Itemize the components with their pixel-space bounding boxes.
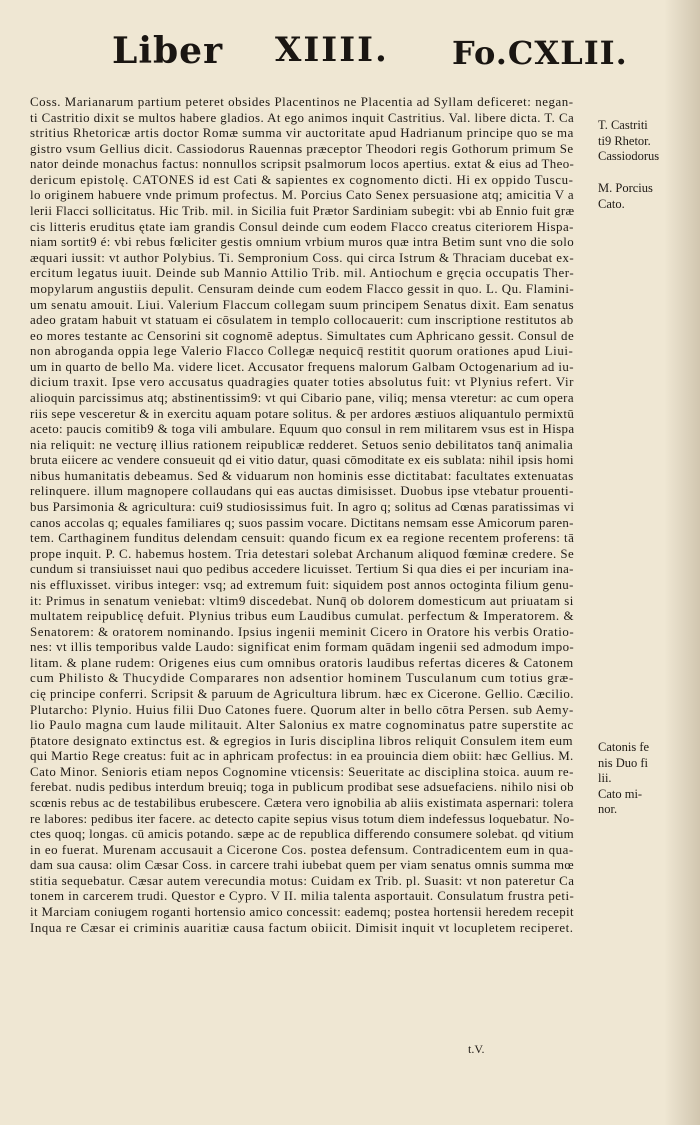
text-line: canos accolas q; equales familiares q; suos passim vocare. Dictitans nemsam esse Amicorum paren- — [30, 515, 574, 530]
text-line: ferebat. nudis pedibus interdum breuiq; toga in publicum prodibat sese adsuefaciens. nihilo nisi ob — [30, 780, 574, 795]
text-line: bruta eiicere ac vendere consueuit qd ei vitio datur, quasi cōmoditate ex eis sublata: nihil ipsis homi — [30, 453, 574, 468]
text-line: niam sortit9 é: vbi rebus fœliciter gestis omnium vrbium muros quæ intra Betim sunt vno die solo — [30, 235, 574, 250]
text-line: dericum epistolę. CATONES id est Cati & sapientes ex cognomento dicti. Hi ex oppido Tuscu- — [30, 172, 574, 187]
text-line: lio Paulo magna cum laude militauit. Alter Salonius ex matre cognominatus patre superstite ac — [30, 718, 574, 733]
text-line: ercitum legatus iuuit. Deinde sub Mannio Attilio Trib. mil. Antiochum e gręcia occupatis Ther- — [30, 266, 574, 281]
margin-note-cato-minor — [598, 740, 674, 818]
text-line: nes: vt illis temporibus valde Laudo: significat enim formam quādam ingenii sed admodum impo- — [30, 640, 574, 655]
text-line: ctes quoq; longas. cū amicis potando. sæpe ac de republica differendo consumere solebat. qd vitium — [30, 827, 574, 842]
text-line: um in quarto de bello Ma. videre licet. Accusator frequens malorum Galbam Octogenarium ad iu- — [30, 359, 574, 374]
text-line: Cato Minor. Senioris etiam nepos Cognomine vticensis: Seueritate ac disciplina stoica. auum re- — [30, 764, 574, 779]
text-line: æquari iussit: vt author Polybius. Ti. Sempronium Coss. qui circa Istrum & Thraciam ducebat ex- — [30, 250, 574, 265]
text-line: p̄tatore designato extinctus est. & egregios in Iuris disciplina libros reliquit Consulem item eum — [30, 733, 574, 748]
text-line: nis effluxisset. viribus integer: vsq; ad extremum fuit: siquidem post annos octoginta filium genu- — [30, 577, 574, 592]
text-line: dicium traxit. Ipse vero accusatus quadragies quater toties absolutus fuit: vt Plynius refert. Vir — [30, 375, 574, 390]
text-line: bus Parsimonia & agricultura: cui9 studiosissimus fuit. In agro q; solitus ad Cœnas paratissimas vi — [30, 500, 574, 515]
text-line: stitia sequebatur. Cæsar autem verecundia motus: Cuidam ex Trib. pl. Suasit: vt non pateretur Ca — [30, 873, 574, 888]
margin-note-line: nor. — [598, 802, 618, 816]
text-line: re labores: pedibus iter facere. ac detecto capite sepius visus totum diem indefessus loquebatur. No- — [30, 811, 574, 826]
text-line: Plutarcho: Plynio. Huius filii Duo Catones fuere. Quorum alter in bello cōtra Persen. sub Aemy- — [30, 702, 574, 717]
margin-note-line: ti9 Rhetor. — [598, 133, 651, 148]
header-book-number: XIIII. — [275, 30, 389, 70]
text-line: stritius Rhetoricæ artis doctor Romæ summa vir auctoritate apud Hadrianum principe quo se ma — [30, 126, 574, 141]
text-line: qui Martio Rege creatus: fuit ac in aphricam profectus: in ea prouincia diem obiit: hæc Gellius. M. — [30, 749, 574, 764]
text-line: alioquin parcissimus atq; abstinentissim9: vt qui Cibario pane, viliq; mensa vteretur: ac cum opera — [30, 390, 574, 405]
text-line: cundum si transiuisset naui quo pedibus accedere licuisset. Tertium Si qua dies ei per incuriam ina- — [30, 562, 574, 577]
text-line: aceto: paucis comitib9 & toga vili ambulare. Equum quo consul in rem militarem vsus est in Hispa — [30, 422, 574, 437]
text-line: eo mores testante ac Censorini sit cognomē adeptus. Simultates cum Aphricano gessit. Consul de — [30, 328, 574, 343]
margin-note-line: Catonis fe — [598, 740, 650, 754]
text-line: cię principe conferri. Scripsit & paruum de Agricultura librum. hæc ex Cicerone. Gellio. Cæcilio. — [30, 686, 574, 701]
text-line: scœnis rebus ac de testabilibus erubescere. Cætera vero ignobilia ab aliis existimata aspernari: tolera — [30, 796, 574, 811]
text-line: relinquere. illum magnopere collaudans qui eas auctas dimisisset. Duobus ipse vtebatur prouenti- — [30, 484, 574, 499]
margin-note-line: M. Porcius — [598, 181, 653, 195]
text-line: riis sepe vesceretur & in exercitu aquam potare solitus. & per ardores æstiuos aliquantulo permixtū — [30, 406, 574, 421]
text-line: it: Primus in senatum veniebat: vltim9 discedebat. Nunq̄ ob dolorem domesticum aut priuatam si — [30, 593, 574, 608]
margin-note-castritius — [598, 118, 674, 165]
text-line: cum Philisto & Thucydide Comparares non adsentior hominem Tusculanum cum totius græ- — [30, 671, 574, 686]
text-line: Inqua re Cæsar ei criminis auaritiæ causa factum obiicit. Dimisit inquit vt locupletem reciperet. — [30, 920, 574, 935]
margin-note-line: T. Castriti — [598, 118, 648, 132]
margin-note-line: lii. — [598, 771, 612, 785]
text-line: it Marciam coniugem roganti hortensio amico concessit: eademq; postea hortensii heredem recepit — [30, 905, 574, 920]
text-line: tonem in carcerem trudi. Questor e Cypro. V II. milia talenta asportauit. Consulatum frustra peti- — [30, 889, 574, 904]
text-line: mopylarum angustiis depulit. Censuram deinde cum eodem Flacco gessit in quo. L. Qu. Flamini- — [30, 281, 574, 296]
text-line: um senatu amouit. Liui. Valerium Flaccum collegam suum principem Senatus dixit. Eam senatus — [30, 297, 574, 312]
signature-mark: t.V. — [468, 1042, 485, 1056]
margin-note-line: nis Duo fi — [598, 755, 648, 770]
text-line: litam. & plane rudem: Origenes eius cum omnibus oratoris laudibus refertas diceres & Catonem — [30, 655, 574, 670]
text-line: cis litteris eruditus ętate iam grandis Consul deinde cum eodem Flacco creatus citeriorem Hispa- — [30, 219, 574, 234]
text-line: lerii Flacci sollicitatus. Hic Trib. mil. in Sicilia fuit Prætor Sardiniam subegit: vbi ab Ennio fuit græ — [30, 204, 574, 219]
text-line: gistro vsum Gellius dicit. Cassiodorus Rauennas præceptor Theodori regis Gothorum primum Se — [30, 141, 574, 156]
text-line: adeo gratam habuit vt statuam ei cōsulatem in templo collocauerit: cum inscriptione restitutos ab — [30, 313, 574, 328]
margin-note-line: Cato. — [598, 196, 625, 211]
margin-note-line: Cato mi- — [598, 786, 643, 801]
text-line: prope inquit. P. C. habemus hostem. Tria detestari solebat Archanum aliquod fœminæ credere. Se — [30, 546, 574, 561]
text-line: tem. Carthaginem funditus delendam censuit: quando ficum ex ea regione recentem proferens: tā — [30, 531, 574, 546]
header-book-label: Liber — [112, 30, 224, 72]
header-folio-number: Fo.CXLII. — [452, 34, 628, 72]
margin-note-line: Cassiodorus — [598, 149, 660, 163]
text-line: nia reliquit: ne vecturę illius rationem reipublicæ redderet. Setuos senio debilitatos tanq̄ animalia — [30, 437, 574, 452]
text-line: multatem reipublicę defuit. Plynius tribus eum Laudibus cumulat. perfectum & Imperatorem. & — [30, 609, 574, 624]
text-line: nibus humanitatis debeamus. Sed & viduarum non hominis esse dictitabat: facultates extenuatas — [30, 468, 574, 483]
page-edge-shadow — [664, 0, 700, 1125]
running-header — [0, 26, 700, 86]
text-line: Senatorem: & oratorem nominando. Ipsius ingenii meminit Cicero in Oratore his verbis Oratio- — [30, 624, 574, 639]
text-line: non abroganda oppia lege Valerio Flacco Collegæ nequicq̄ restitit quorum orationes apud Liui- — [30, 344, 574, 359]
main-text-block — [30, 95, 574, 936]
text-line: in eo fuerat. Murenam accusauit a Cicerone Cos. postea defensum. Contradicentem eum in qua- — [30, 842, 574, 857]
margin-note-porcius-cato — [598, 181, 674, 212]
text-line: dam sua causa: olim Cæsar Coss. in carcere trahi iubebat quem per viam senatus omnis summa mœ — [30, 858, 574, 873]
text-line: Coss. Marianarum partium peteret obsides Placentinos ne Placentia ad Syllam deficeret: negan- — [30, 95, 574, 109]
text-line: nator deinde monachus factus: nonnullos scripsit psalmorum locos apertius. extat & eius ad Theo- — [30, 157, 574, 172]
text-line: lo originem habuere vnde primum profectus. M. Porcius Cato Senex persuasione atq; amicitia V a — [30, 188, 574, 203]
text-line: ti Castritio dixit se multos habere gladios. At ego animos inquit Castritius. Val. libere dicta. T. Ca — [30, 110, 574, 125]
